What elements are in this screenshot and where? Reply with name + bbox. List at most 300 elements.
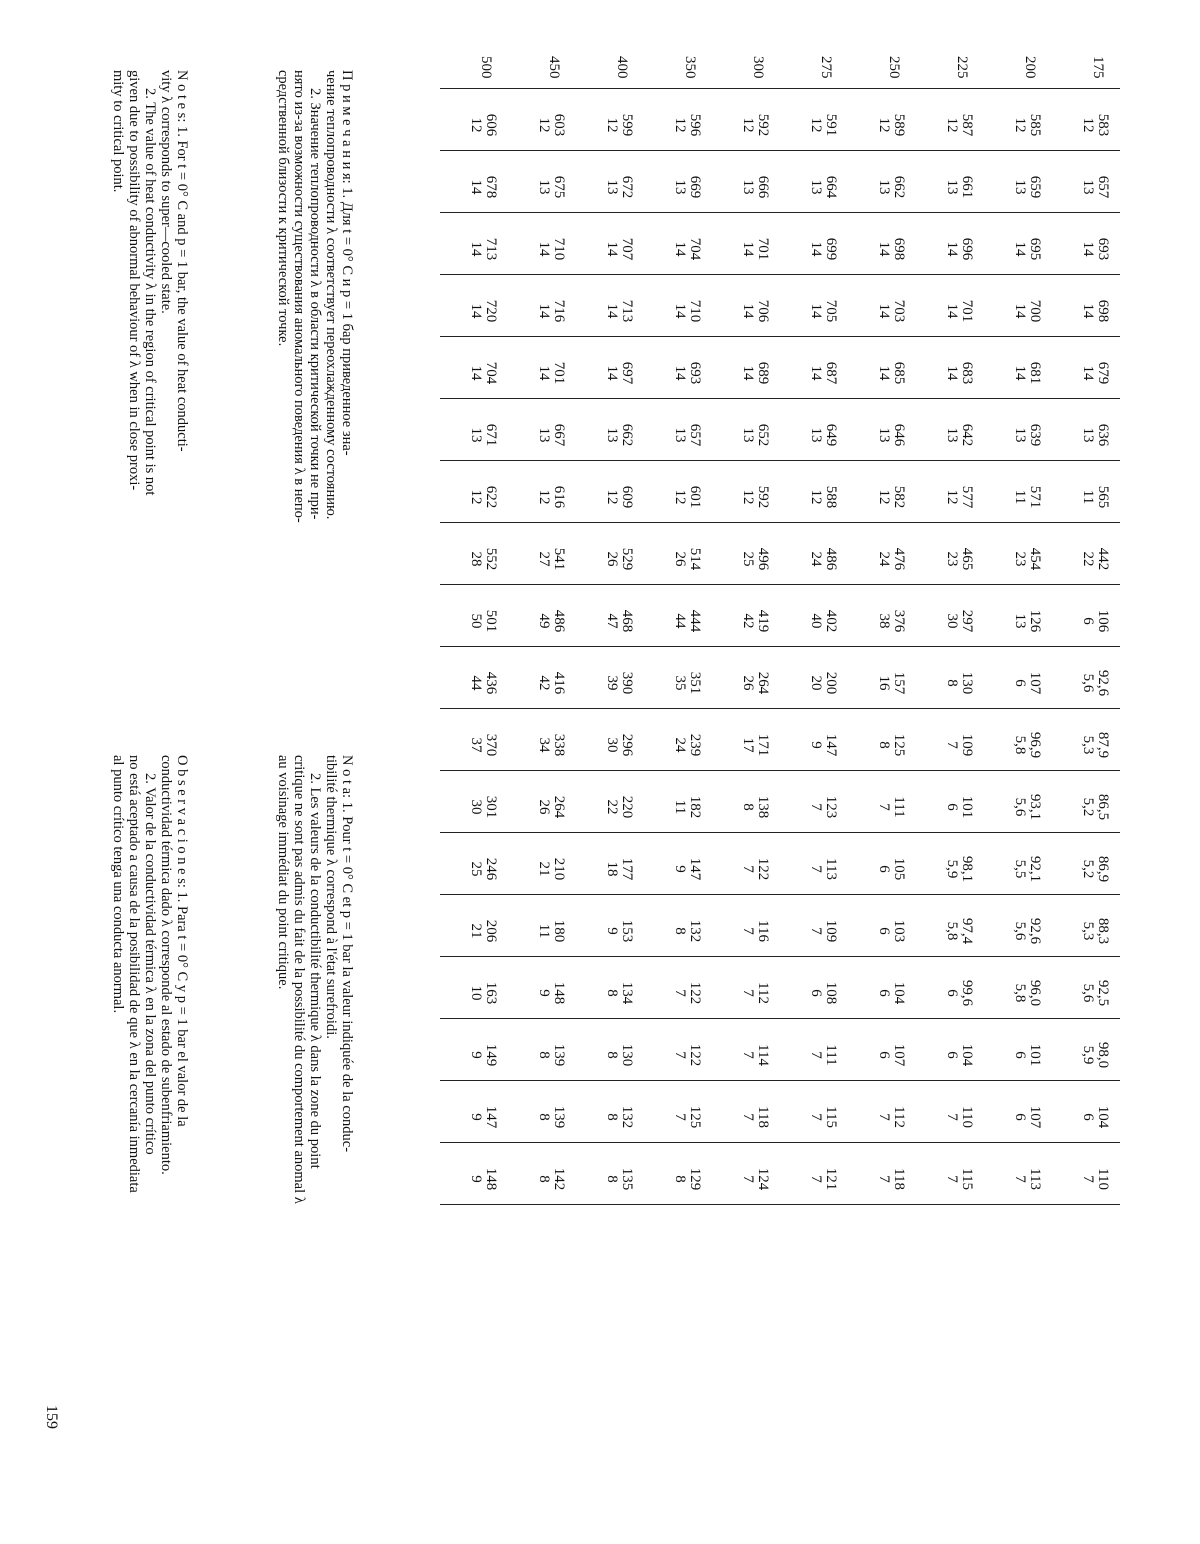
page-number: 159: [43, 1405, 60, 1429]
note-line: critique ne sont pas admis du fait de la possibilité du comportement anomal λ: [291, 755, 307, 1204]
table-cell: [672, 466, 702, 528]
cell-value: 98,0: [1095, 1041, 1111, 1069]
table-cell: [536, 838, 566, 900]
cell-tolerance: 26: [740, 675, 756, 691]
table-cell: [1080, 1148, 1110, 1210]
cell-value: 689: [755, 361, 771, 385]
cell-tolerance: 14: [944, 303, 960, 319]
cell-value: 592: [755, 485, 771, 509]
table-cell: [944, 776, 974, 838]
cell-value: 698: [891, 237, 907, 261]
cell-value: 125: [687, 1105, 703, 1129]
table-cell: [876, 776, 906, 838]
cell-value: 124: [755, 1167, 771, 1191]
cell-value: 616: [551, 485, 567, 509]
cell-tolerance: 5,3: [1080, 921, 1096, 941]
table-cell: [536, 714, 566, 776]
table-cell: [1080, 962, 1110, 1024]
cell-tolerance: 42: [536, 675, 552, 691]
cell-tolerance: 37: [468, 737, 484, 753]
cell-tolerance: 5,6: [1080, 983, 1096, 1003]
cell-value: 696: [959, 237, 975, 261]
table-cell: [672, 590, 702, 652]
cell-tolerance: 14: [1080, 241, 1096, 257]
cell-tolerance: 14: [740, 303, 756, 319]
note-line: нято из-за возможности существования аномального поведения λ в непо-: [291, 70, 307, 523]
cell-value: 93,1: [1027, 793, 1043, 821]
table-row: [1080, 56, 1110, 1210]
cell-value: 710: [551, 237, 567, 261]
table-row: [808, 56, 838, 1210]
cell-tolerance: 13: [536, 179, 552, 195]
table-cell: [468, 466, 498, 528]
column-rule: [440, 646, 1120, 647]
cell-value: 683: [959, 361, 975, 385]
table-cell: [604, 838, 634, 900]
cell-tolerance: 50: [468, 613, 484, 629]
column-rule: [440, 770, 1120, 771]
table-cell: [944, 962, 974, 1024]
row-label: 175: [1090, 56, 1106, 79]
cell-tolerance: 7: [740, 865, 756, 873]
cell-tolerance: 12: [944, 117, 960, 133]
cell-value: 664: [823, 175, 839, 199]
column-rule: [440, 460, 1120, 461]
cell-value: 96,9: [1027, 731, 1043, 759]
cell-tolerance: 16: [876, 675, 892, 691]
cell-tolerance: 9: [468, 1175, 484, 1183]
table-cell: [944, 652, 974, 714]
cell-tolerance: 44: [672, 613, 688, 629]
cell-tolerance: 12: [944, 489, 960, 505]
cell-tolerance: 5,8: [1012, 735, 1028, 755]
cell-tolerance: 25: [468, 861, 484, 877]
table-cell: [1012, 838, 1042, 900]
cell-value: 468: [619, 609, 635, 633]
cell-tolerance: 14: [672, 365, 688, 381]
cell-tolerance: 7: [876, 803, 892, 811]
cell-value: 589: [891, 113, 907, 137]
cell-value: 698: [1095, 299, 1111, 323]
cell-value: 105: [891, 857, 907, 881]
cell-tolerance: 7: [1012, 1175, 1028, 1183]
table-cell: [672, 342, 702, 404]
cell-value: 693: [1095, 237, 1111, 261]
cell-value: 113: [1027, 1168, 1043, 1190]
table-cell: [1080, 280, 1110, 342]
table-cell: [808, 900, 838, 962]
cell-tolerance: 5,6: [1012, 797, 1028, 817]
cell-tolerance: 6: [876, 865, 892, 873]
cell-tolerance: 30: [468, 799, 484, 815]
note-line: N o t e s: 1. For t = 0° C and p = 1 bar, the value of heat conducti-: [174, 70, 190, 452]
table-cell: [740, 590, 770, 652]
cell-value: 636: [1095, 423, 1111, 447]
table-cell: [876, 342, 906, 404]
cell-tolerance: 9: [808, 741, 824, 749]
note-line: vity λ corresponds to super—cooled state.: [158, 70, 174, 314]
table-cell: [604, 466, 634, 528]
cell-value: 107: [891, 1043, 907, 1067]
cell-tolerance: 12: [604, 489, 620, 505]
table-cell: [468, 590, 498, 652]
note-line: 2. Les valeurs de la conductibilité thermique λ dans la zone du point: [307, 773, 323, 1169]
table-cell: [468, 714, 498, 776]
table-cell: [944, 590, 974, 652]
cell-value: 529: [619, 547, 635, 571]
cell-tolerance: 9: [468, 1113, 484, 1121]
note-line: средственной близости к критической точке.: [275, 70, 291, 347]
table-cell: [740, 900, 770, 962]
cell-value: 86,5: [1095, 793, 1111, 821]
table-cell: [808, 218, 838, 280]
table-cell: [944, 280, 974, 342]
cell-tolerance: 8: [536, 1051, 552, 1059]
cell-value: 297: [959, 609, 975, 633]
cell-tolerance: 28: [468, 551, 484, 567]
cell-value: 107: [1027, 1105, 1043, 1129]
cell-tolerance: 6: [1012, 1113, 1028, 1121]
table-cell: [944, 1148, 974, 1210]
table-cell: [740, 94, 770, 156]
table-row: [944, 56, 974, 1210]
cell-tolerance: 7: [672, 989, 688, 997]
cell-value: 98,1: [959, 855, 975, 883]
cell-tolerance: 14: [536, 303, 552, 319]
cell-tolerance: 14: [876, 241, 892, 257]
cell-value: 147: [483, 1105, 499, 1129]
table-cell: [740, 528, 770, 590]
cell-value: 376: [891, 609, 907, 633]
column-rule: [440, 894, 1120, 895]
table-cell: [876, 218, 906, 280]
cell-tolerance: 5,6: [1080, 673, 1096, 693]
cell-value: 716: [551, 299, 567, 323]
table-cell: [808, 776, 838, 838]
cell-value: 662: [619, 423, 635, 447]
cell-tolerance: 34: [536, 737, 552, 753]
cell-tolerance: 21: [468, 923, 484, 939]
cell-value: 703: [891, 299, 907, 323]
cell-tolerance: 24: [876, 551, 892, 567]
cell-value: 132: [619, 1105, 635, 1129]
column-rule: [440, 1018, 1120, 1019]
cell-value: 109: [959, 733, 975, 757]
table-cell: [876, 900, 906, 962]
cell-value: 442: [1095, 547, 1111, 571]
cell-value: 701: [755, 237, 771, 261]
table-cell: [468, 218, 498, 280]
cell-tolerance: 12: [808, 489, 824, 505]
table-cell: [536, 1148, 566, 1210]
cell-tolerance: 6: [1080, 617, 1096, 625]
cell-tolerance: 14: [672, 241, 688, 257]
cell-value: 685: [891, 361, 907, 385]
cell-value: 110: [959, 1106, 975, 1128]
cell-tolerance: 12: [536, 489, 552, 505]
cell-tolerance: 22: [604, 799, 620, 815]
cell-tolerance: 6: [944, 1051, 960, 1059]
cell-tolerance: 6: [876, 1051, 892, 1059]
note-line: чение теплопроводности λ соответствует переохлажденному состоянию.: [323, 70, 339, 520]
cell-value: 115: [823, 1106, 839, 1128]
table-cell: [740, 218, 770, 280]
cell-value: 129: [687, 1167, 703, 1191]
cell-value: 720: [483, 299, 499, 323]
table-cell: [1080, 342, 1110, 404]
table-cell: [536, 590, 566, 652]
table-cell: [672, 652, 702, 714]
cell-value: 705: [823, 299, 839, 323]
cell-value: 476: [891, 547, 907, 571]
table-cell: [1080, 466, 1110, 528]
cell-tolerance: 7: [876, 1175, 892, 1183]
cell-value: 92,1: [1027, 855, 1043, 883]
cell-value: 177: [619, 857, 635, 881]
table-row: [604, 56, 634, 1210]
cell-tolerance: 26: [536, 799, 552, 815]
cell-tolerance: 7: [876, 1113, 892, 1121]
note-line: O b s e r v a c i o n e s: 1. Para t = 0° C y p = 1 bar el valor de la: [174, 755, 190, 1127]
column-rule: [440, 1080, 1120, 1081]
cell-tolerance: 12: [740, 117, 756, 133]
cell-value: 126: [1027, 609, 1043, 633]
cell-tolerance: 12: [672, 489, 688, 505]
cell-value: 601: [687, 485, 703, 509]
cell-tolerance: 12: [1012, 117, 1028, 133]
cell-value: 704: [483, 361, 499, 385]
table-cell: [672, 1086, 702, 1148]
cell-value: 210: [551, 857, 567, 881]
cell-value: 264: [551, 795, 567, 819]
table-cell: [944, 342, 974, 404]
cell-value: 92,6: [1027, 917, 1043, 945]
cell-value: 695: [1027, 237, 1043, 261]
cell-value: 122: [687, 1043, 703, 1067]
column-rule: [440, 708, 1120, 709]
cell-tolerance: 7: [740, 989, 756, 997]
table-cell: [536, 218, 566, 280]
cell-value: 134: [619, 981, 635, 1005]
cell-value: 96,0: [1027, 979, 1043, 1007]
cell-value: 180: [551, 919, 567, 943]
note-line: N o t a: 1. Pour t = 0° C et p = 1 bar la valeur indiquée de la conduc-: [339, 755, 355, 1153]
cell-tolerance: 13: [1012, 613, 1028, 629]
table-cell: [808, 1024, 838, 1086]
table-cell: [1012, 962, 1042, 1024]
cell-tolerance: 8: [604, 1113, 620, 1121]
table-cell: [604, 1024, 634, 1086]
cell-value: 121: [823, 1167, 839, 1191]
cell-value: 112: [891, 1106, 907, 1128]
table-cell: [604, 714, 634, 776]
table-cell: [468, 342, 498, 404]
table-cell: [740, 156, 770, 218]
cell-tolerance: 12: [604, 117, 620, 133]
table-cell: [944, 714, 974, 776]
table-cell: [1080, 590, 1110, 652]
column-rule: [440, 522, 1120, 523]
cell-tolerance: 18: [604, 861, 620, 877]
cell-value: 109: [823, 919, 839, 943]
table-cell: [1012, 1148, 1042, 1210]
cell-tolerance: 40: [808, 613, 824, 629]
cell-tolerance: 12: [876, 117, 892, 133]
cell-value: 112: [755, 982, 771, 1004]
cell-tolerance: 11: [1012, 489, 1028, 505]
table-cell: [808, 94, 838, 156]
cell-tolerance: 14: [604, 241, 620, 257]
cell-tolerance: 12: [1080, 117, 1096, 133]
cell-tolerance: 5,3: [1080, 735, 1096, 755]
cell-value: 454: [1027, 547, 1043, 571]
row-label: 400: [614, 56, 630, 79]
table-cell: [604, 652, 634, 714]
table-cell: [808, 156, 838, 218]
cell-value: 115: [959, 1168, 975, 1190]
cell-value: 649: [823, 423, 839, 447]
cell-value: 713: [483, 237, 499, 261]
table-cell: [876, 652, 906, 714]
cell-tolerance: 27: [536, 551, 552, 567]
table-row: [536, 56, 566, 1210]
cell-value: 681: [1027, 361, 1043, 385]
cell-tolerance: 12: [468, 117, 484, 133]
cell-value: 622: [483, 485, 499, 509]
cell-value: 101: [959, 795, 975, 819]
cell-value: 171: [755, 733, 771, 757]
table-cell: [604, 962, 634, 1024]
table-cell: [740, 342, 770, 404]
table-cell: [808, 528, 838, 590]
cell-tolerance: 23: [944, 551, 960, 567]
note-line: 2. The value of heat conductivity λ in the region of critical point is not: [142, 88, 158, 496]
table-cell: [876, 1086, 906, 1148]
table-cell: [1012, 900, 1042, 962]
cell-tolerance: 17: [740, 737, 756, 753]
cell-tolerance: 14: [1012, 241, 1028, 257]
table-cell: [876, 590, 906, 652]
cell-tolerance: 26: [672, 551, 688, 567]
cell-value: 675: [551, 175, 567, 199]
cell-tolerance: 14: [740, 241, 756, 257]
column-rule: [440, 1142, 1120, 1143]
cell-value: 147: [687, 857, 703, 881]
table-cell: [536, 1086, 566, 1148]
cell-tolerance: 14: [876, 365, 892, 381]
table-cell: [536, 1024, 566, 1086]
cell-tolerance: 9: [536, 989, 552, 997]
cell-value: 436: [483, 671, 499, 695]
table-cell: [808, 652, 838, 714]
cell-value: 246: [483, 857, 499, 881]
table-cell: [876, 1148, 906, 1210]
cell-value: 552: [483, 547, 499, 571]
cell-tolerance: 8: [536, 1113, 552, 1121]
cell-value: 687: [823, 361, 839, 385]
cell-tolerance: 9: [604, 927, 620, 935]
cell-value: 111: [823, 1044, 839, 1066]
column-rule: [440, 150, 1120, 151]
cell-tolerance: 49: [536, 613, 552, 629]
cell-value: 583: [1095, 113, 1111, 137]
cell-value: 113: [823, 858, 839, 880]
table-cell: [876, 280, 906, 342]
cell-value: 707: [619, 237, 635, 261]
table-cell: [740, 1024, 770, 1086]
cell-tolerance: 13: [672, 427, 688, 443]
table-cell: [740, 838, 770, 900]
table-cell: [604, 156, 634, 218]
table-cell: [876, 404, 906, 466]
cell-tolerance: 13: [1080, 427, 1096, 443]
table-cell: [672, 1148, 702, 1210]
cell-tolerance: 6: [944, 989, 960, 997]
table-cell: [740, 962, 770, 1024]
cell-tolerance: 13: [604, 427, 620, 443]
table-cell: [944, 1086, 974, 1148]
column-rule: [440, 584, 1120, 585]
cell-tolerance: 23: [1012, 551, 1028, 567]
table-cell: [1080, 94, 1110, 156]
cell-tolerance: 35: [672, 675, 688, 691]
cell-tolerance: 7: [1080, 1175, 1096, 1183]
cell-tolerance: 14: [1080, 303, 1096, 319]
table-cell: [1080, 218, 1110, 280]
cell-value: 390: [619, 671, 635, 695]
table-cell: [1012, 342, 1042, 404]
table-cell: [672, 404, 702, 466]
cell-tolerance: 21: [536, 861, 552, 877]
table-cell: [468, 1024, 498, 1086]
cell-value: 88,3: [1095, 917, 1111, 945]
cell-value: 541: [551, 547, 567, 571]
table-cell: [876, 1024, 906, 1086]
table-cell: [672, 94, 702, 156]
cell-tolerance: 14: [1012, 365, 1028, 381]
cell-value: 87,9: [1095, 731, 1111, 759]
cell-tolerance: 8: [740, 803, 756, 811]
row-label: 200: [1022, 56, 1038, 79]
table-cell: [740, 404, 770, 466]
row-label: 500: [478, 56, 494, 79]
cell-tolerance: 14: [536, 241, 552, 257]
cell-value: 710: [687, 299, 703, 323]
table-cell: [604, 776, 634, 838]
table-cell: [468, 1148, 498, 1210]
cell-tolerance: 5,2: [1080, 797, 1096, 817]
note-line: 2. Значение теплопроводности λ в области критической точки не при-: [307, 88, 323, 520]
table-cell: [536, 342, 566, 404]
table-cell: [1012, 156, 1042, 218]
cell-tolerance: 7: [808, 865, 824, 873]
cell-tolerance: 14: [468, 365, 484, 381]
cell-value: 678: [483, 175, 499, 199]
cell-tolerance: 20: [808, 675, 824, 691]
cell-tolerance: 5,9: [1080, 1045, 1096, 1065]
cell-value: 264: [755, 671, 771, 695]
cell-value: 301: [483, 795, 499, 819]
cell-value: 603: [551, 113, 567, 137]
cell-tolerance: 8: [672, 1175, 688, 1183]
cell-tolerance: 13: [876, 179, 892, 195]
cell-value: 122: [687, 981, 703, 1005]
cell-tolerance: 24: [808, 551, 824, 567]
cell-value: 697: [619, 361, 635, 385]
cell-value: 97,4: [959, 917, 975, 945]
cell-tolerance: 14: [808, 303, 824, 319]
table-cell: [536, 156, 566, 218]
